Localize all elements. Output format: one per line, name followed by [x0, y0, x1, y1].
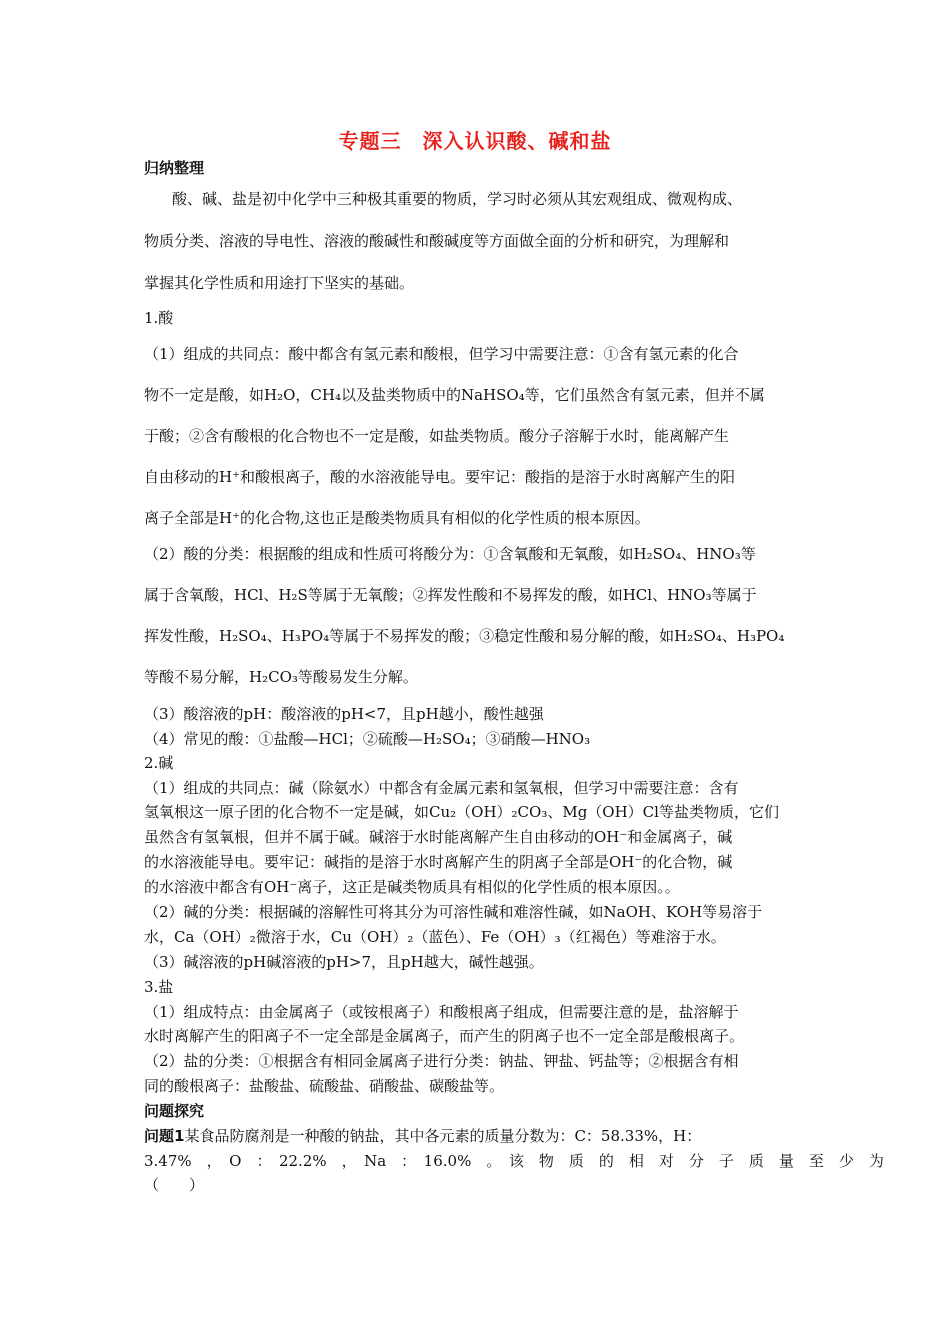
acid-p4: （4）常见的酸：①盐酸—HCl；②硫酸—H₂SO₄；③硝酸—HNO₃	[144, 730, 591, 748]
question1-label: 问题1	[144, 1127, 185, 1145]
base-p1-line-1: （1）组成的共同点：碱（除氨水）中都含有金属元素和氢氧根，但学习中需要注意：含有	[144, 779, 739, 797]
salt-p1-line-1: （1）组成特点：由金属离子（或铵根离子）和酸根离子组成，但需要注意的是，盐溶解于	[144, 1003, 739, 1021]
base-p1-line-2: 氢氧根这一原子团的化合物不一定是碱，如Cu₂（OH）₂CO₃、Mg（OH）Cl等盐类物质，它们	[144, 803, 779, 821]
intro-line-3: 掌握其化学性质和用途打下坚实的基础。	[144, 274, 415, 292]
question1-text-1: 某食品防腐剂是一种酸的钠盐，其中各元素的质量分数为：C：58.33%，H：	[184, 1127, 702, 1145]
salt-p2-line-2: 同的酸根离子：盐酸盐、硫酸盐、硝酸盐、碳酸盐等。	[144, 1077, 505, 1095]
base-p1-line-5: 的水溶液中都含有OH⁻离子，这正是碱类物质具有相似的化学性质的根本原因。。	[144, 878, 680, 896]
acid-p2-line-4: 等酸不易分解，H₂CO₃等酸易发生分解。	[144, 668, 418, 686]
base-p2-line-1: （2）碱的分类：根据碱的溶解性可将其分为可溶性碱和难溶性碱，如NaOH、KOH等易溶于	[144, 903, 763, 921]
question1-line-3: （ ）	[144, 1176, 205, 1194]
acid-heading: 1.酸	[144, 309, 174, 327]
intro-line-2: 物质分类、溶液的导电性、溶液的酸碱性和酸碱度等方面做全面的分析和研究，为理解和	[144, 232, 730, 250]
acid-p2-line-3: 挥发性酸，H₂SO₄、H₃PO₄等属于不易挥发的酸；③稳定性酸和易分解的酸，如H₂SO₄、H₃PO₄	[144, 627, 785, 645]
base-p2-line-2: 水，Ca（OH）₂微溶于水，Cu（OH）₂（蓝色）、Fe（OH）₃（红褐色）等难溶于水。	[144, 928, 726, 946]
base-p1-line-4: 的水溶液能导电。要牢记：碱指的是溶于水时离解产生的阴离子全部是OH⁻的化合物，碱	[144, 853, 733, 871]
base-p1-line-3: 虽然含有氢氧根，但并不属于碱。碱溶于水时能离解产生自由移动的OH⁻和金属离子，碱	[144, 828, 733, 846]
acid-p1-line-5: 离子全部是H⁺的化合物,这也正是酸类物质具有相似的化学性质的根本原因。	[144, 509, 650, 527]
salt-p1-line-2: 水时离解产生的阳离子不一定全部是金属离子，而产生的阴离子也不一定全部是酸根离子。	[144, 1027, 745, 1045]
question1-line-1	[144, 1125, 812, 1146]
base-heading: 2.碱	[144, 754, 174, 772]
acid-p2-line-2: 属于含氧酸，HCl、H₂S等属于无氧酸；②挥发性酸和不易挥发的酸，如HCl、HNO₃等属于	[144, 586, 757, 604]
acid-p1-line-4: 自由移动的H⁺和酸根离子，酸的水溶液能导电。要牢记：酸指的是溶于水时离解产生的阳	[144, 468, 736, 486]
base-p3: （3）碱溶液的pH碱溶液的pH>7，且pH越大，碱性越强。	[144, 953, 544, 971]
page-title: 专题三 深入认识酸、碱和盐	[338, 129, 612, 153]
question1-line-2: 3.47% ， O ： 22.2% ， Na ： 16.0% 。 该 物 质 的 相 对 分 子 质 量 至 少 为	[144, 1152, 884, 1170]
acid-p1-line-2: 物不一定是酸，如H₂O，CH₄以及盐类物质中的NaHSO₄等，它们虽然含有氢元素，但并不属	[144, 386, 765, 404]
salt-heading: 3.盐	[144, 978, 174, 996]
acid-p1-line-1: （1）组成的共同点：酸中都含有氢元素和酸根，但学习中需要注意：①含有氢元素的化合	[144, 345, 739, 363]
section-heading-summary: 归纳整理	[144, 159, 205, 177]
section-heading-inquiry: 问题探究	[144, 1102, 205, 1120]
acid-p3: （3）酸溶液的pH：酸溶液的pH<7，且pH越小，酸性越强	[144, 705, 544, 723]
intro-line-1: 酸、碱、盐是初中化学中三种极其重要的物质，学习时必须从其宏观组成、微观构成、	[172, 190, 743, 208]
acid-p2-line-1: （2）酸的分类：根据酸的组成和性质可将酸分为：①含氧酸和无氧酸，如H₂SO₄、HNO₃等	[144, 545, 756, 563]
salt-p2-line-1: （2）盐的分类：①根据含有相同金属离子进行分类：钠盐、钾盐、钙盐等；②根据含有相	[144, 1052, 739, 1070]
acid-p1-line-3: 于酸；②含有酸根的化合物也不一定是酸，如盐类物质。酸分子溶解于水时，能离解产生	[144, 427, 730, 445]
